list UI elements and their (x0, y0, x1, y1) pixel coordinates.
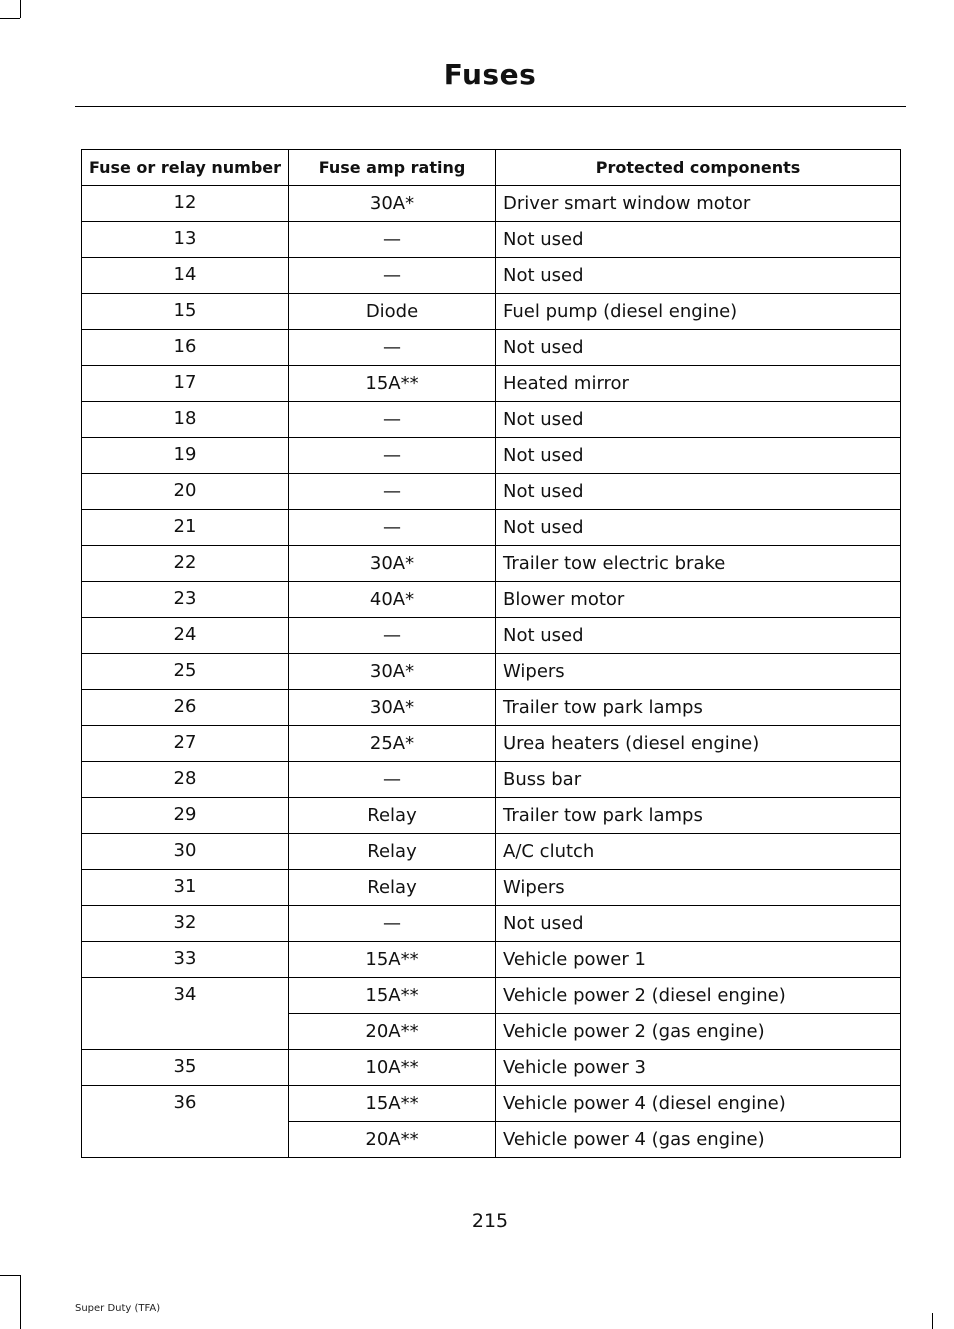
protected-component-cell: Vehicle power 4 (gas engine) (496, 1122, 901, 1158)
fuse-number-cell: 28 (82, 762, 289, 798)
crop-mark (20, 1275, 21, 1329)
table-row (82, 186, 901, 222)
protected-component-cell: Trailer tow park lamps (496, 798, 901, 834)
crop-mark (0, 1275, 20, 1276)
table-row (82, 294, 901, 330)
amp-rating-cell: — (289, 762, 496, 798)
table-row (82, 330, 901, 366)
fuse-number-cell: 12 (82, 186, 289, 222)
crop-mark (932, 1313, 933, 1329)
fuse-number-cell: 17 (82, 366, 289, 402)
protected-component-cell: Not used (496, 510, 901, 546)
fuse-table (81, 149, 901, 1158)
fuse-number-cell: 21 (82, 510, 289, 546)
fuse-number-cell: 24 (82, 618, 289, 654)
footer-label: Super Duty (TFA) (75, 1303, 161, 1314)
table-row (82, 654, 901, 690)
fuse-number-cell: 14 (82, 258, 289, 294)
table-row (82, 438, 901, 474)
table-row (82, 618, 901, 654)
table-row (82, 798, 901, 834)
amp-rating-cell: Relay (289, 798, 496, 834)
table-row (82, 942, 901, 978)
fuse-number-cell: 22 (82, 546, 289, 582)
table-row (82, 1086, 901, 1122)
fuse-number-cell: 33 (82, 942, 289, 978)
amp-rating-cell: 30A* (289, 654, 496, 690)
table-row (82, 870, 901, 906)
protected-component-cell: Fuel pump (diesel engine) (496, 294, 901, 330)
amp-rating-cell: 15A** (289, 942, 496, 978)
page-number: 215 (471, 1210, 509, 1232)
protected-component-cell: Trailer tow electric brake (496, 546, 901, 582)
fuse-number-cell: 13 (82, 222, 289, 258)
protected-component-cell: Not used (496, 618, 901, 654)
title-divider (75, 106, 906, 107)
crop-mark (0, 18, 20, 19)
table-row (82, 834, 901, 870)
fuse-number-cell: 19 (82, 438, 289, 474)
amp-rating-cell: — (289, 474, 496, 510)
fuse-number-cell: 34 (82, 978, 289, 1050)
protected-component-cell: Not used (496, 906, 901, 942)
fuse-number-cell: 23 (82, 582, 289, 618)
amp-rating-cell: 10A** (289, 1050, 496, 1086)
crop-mark (20, 0, 21, 18)
protected-component-cell: Not used (496, 222, 901, 258)
column-header-amp: Fuse amp rating (289, 150, 496, 186)
table-row (82, 978, 901, 1014)
amp-rating-cell: 20A** (289, 1014, 496, 1050)
fuse-number-cell: 32 (82, 906, 289, 942)
amp-rating-cell: — (289, 618, 496, 654)
amp-rating-cell: 30A* (289, 546, 496, 582)
column-header-number: Fuse or relay number (82, 150, 289, 186)
amp-rating-cell: — (289, 222, 496, 258)
fuse-number-cell: 16 (82, 330, 289, 366)
protected-component-cell: Wipers (496, 654, 901, 690)
table-row (82, 906, 901, 942)
protected-component-cell: Not used (496, 474, 901, 510)
fuse-number-cell: 31 (82, 870, 289, 906)
column-header-components: Protected components (496, 150, 901, 186)
protected-component-cell: Vehicle power 2 (gas engine) (496, 1014, 901, 1050)
table-row (82, 258, 901, 294)
amp-rating-cell: 30A* (289, 186, 496, 222)
protected-component-cell: Vehicle power 1 (496, 942, 901, 978)
fuse-number-cell: 30 (82, 834, 289, 870)
table-row (82, 474, 901, 510)
protected-component-cell: Vehicle power 2 (diesel engine) (496, 978, 901, 1014)
protected-component-cell: Heated mirror (496, 366, 901, 402)
table-row (82, 510, 901, 546)
protected-component-cell: Urea heaters (diesel engine) (496, 726, 901, 762)
amp-rating-cell: Relay (289, 834, 496, 870)
protected-component-cell: Not used (496, 258, 901, 294)
amp-rating-cell: 15A** (289, 366, 496, 402)
protected-component-cell: Not used (496, 402, 901, 438)
amp-rating-cell: 15A** (289, 978, 496, 1014)
protected-component-cell: Vehicle power 4 (diesel engine) (496, 1086, 901, 1122)
fuse-number-cell: 25 (82, 654, 289, 690)
amp-rating-cell: 30A* (289, 690, 496, 726)
amp-rating-cell: 20A** (289, 1122, 496, 1158)
fuse-number-cell: 26 (82, 690, 289, 726)
table-row (82, 582, 901, 618)
protected-component-cell: Trailer tow park lamps (496, 690, 901, 726)
table-row (82, 402, 901, 438)
amp-rating-cell: — (289, 510, 496, 546)
amp-rating-cell: — (289, 438, 496, 474)
protected-component-cell: Vehicle power 3 (496, 1050, 901, 1086)
page-title: Fuses (443, 58, 537, 91)
table-header-row (82, 150, 901, 186)
amp-rating-cell: — (289, 402, 496, 438)
table-row (82, 546, 901, 582)
table-row (82, 726, 901, 762)
amp-rating-cell: 15A** (289, 1086, 496, 1122)
protected-component-cell: Blower motor (496, 582, 901, 618)
fuse-number-cell: 35 (82, 1050, 289, 1086)
table-row (82, 690, 901, 726)
table-row (82, 1050, 901, 1086)
fuse-number-cell: 20 (82, 474, 289, 510)
table-row (82, 762, 901, 798)
fuse-number-cell: 29 (82, 798, 289, 834)
protected-component-cell: Not used (496, 330, 901, 366)
fuse-number-cell: 27 (82, 726, 289, 762)
table-body (82, 186, 901, 1158)
protected-component-cell: A/C clutch (496, 834, 901, 870)
amp-rating-cell: — (289, 330, 496, 366)
fuse-number-cell: 36 (82, 1086, 289, 1158)
table-row (82, 366, 901, 402)
protected-component-cell: Wipers (496, 870, 901, 906)
amp-rating-cell: Diode (289, 294, 496, 330)
fuse-number-cell: 18 (82, 402, 289, 438)
amp-rating-cell: 40A* (289, 582, 496, 618)
protected-component-cell: Driver smart window motor (496, 186, 901, 222)
amp-rating-cell: Relay (289, 870, 496, 906)
table-row (82, 222, 901, 258)
fuse-number-cell: 15 (82, 294, 289, 330)
amp-rating-cell: — (289, 258, 496, 294)
amp-rating-cell: — (289, 906, 496, 942)
amp-rating-cell: 25A* (289, 726, 496, 762)
protected-component-cell: Buss bar (496, 762, 901, 798)
protected-component-cell: Not used (496, 438, 901, 474)
